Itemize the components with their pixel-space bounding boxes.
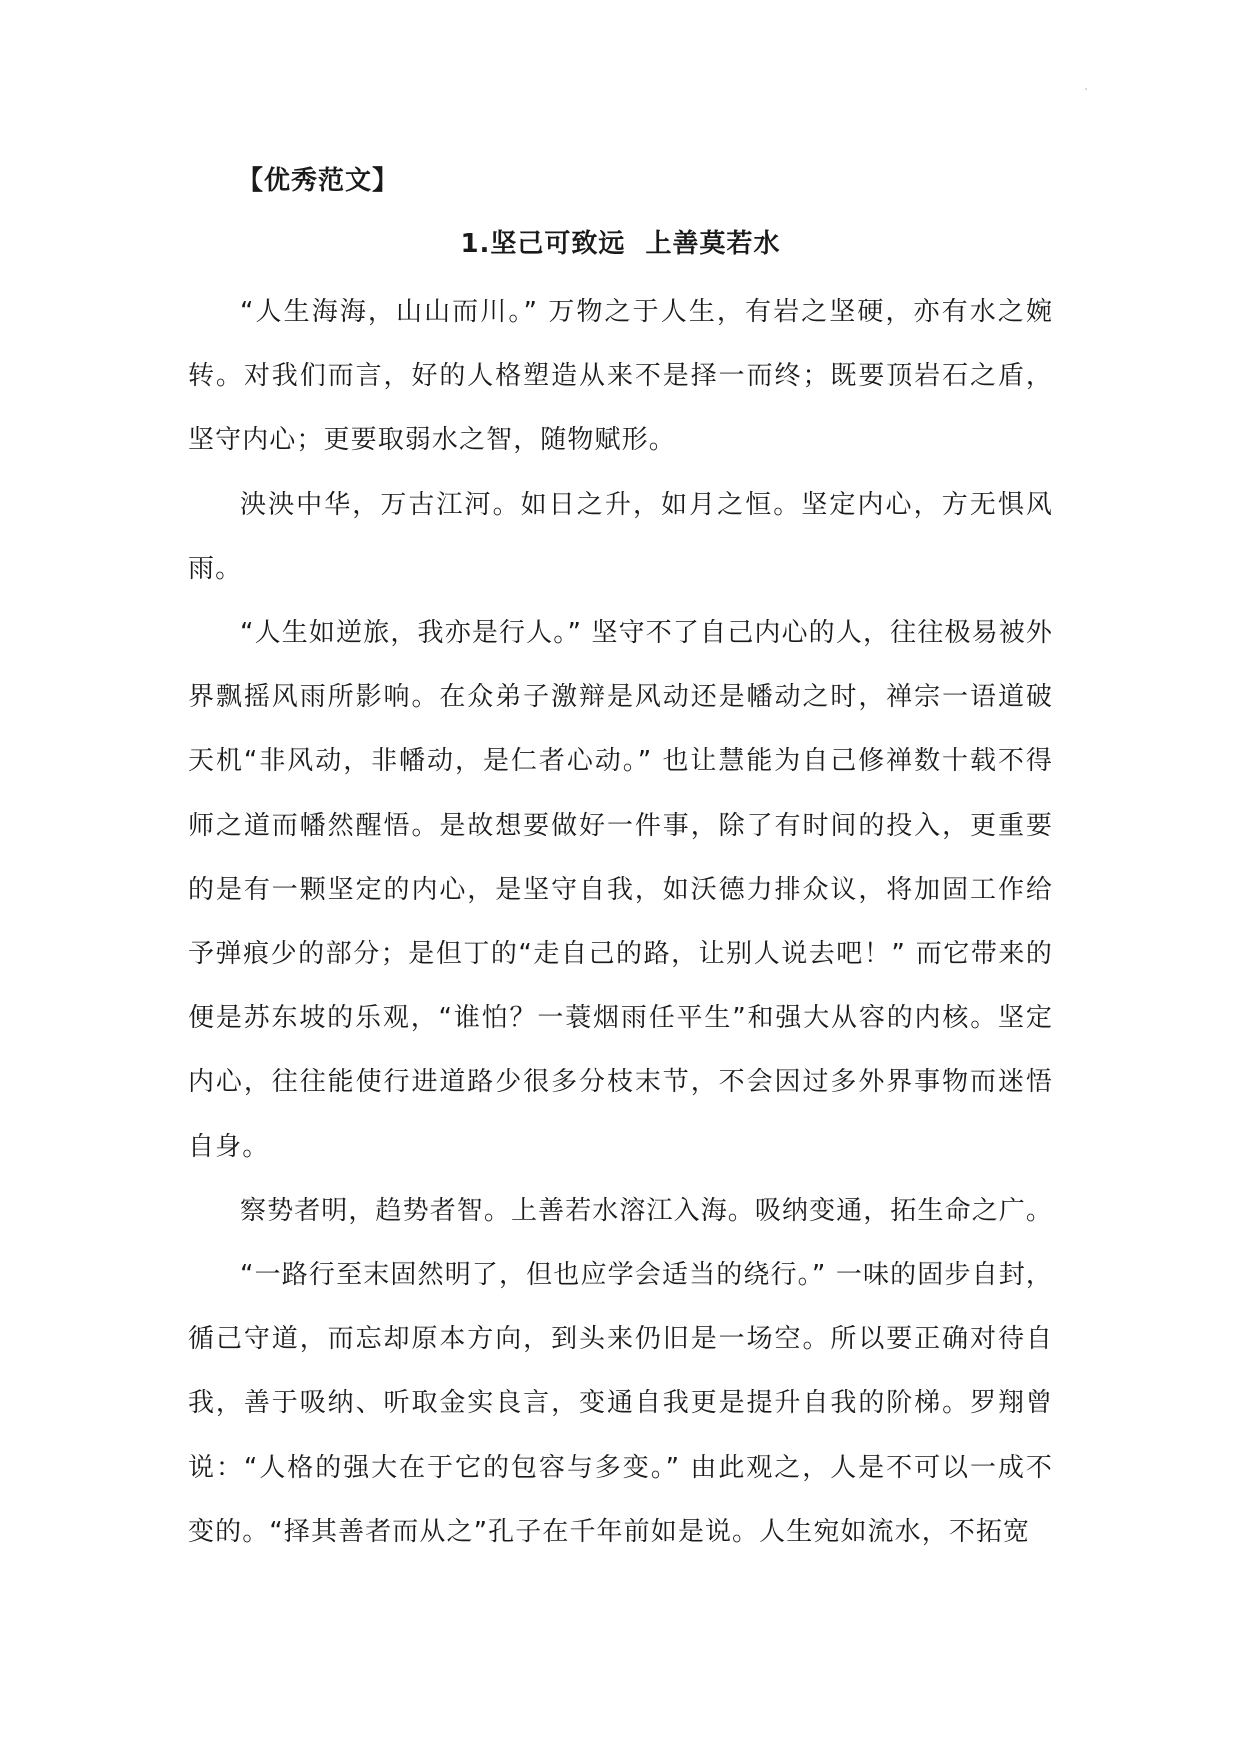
essay-paragraph: “一路行至末固然明了，但也应学会适当的绕行。” 一味的固步自封，循己守道，而忘却原本方向，到头来仍旧是一场空。所以要正确对待自我，善于吸纳、听取金实良言，变通自我更是提升自我的阶梯。罗翔曾说：“人格的强大在于它的包容与多变。” 由此观之，人是不可以一成不变的。“择其善者而从之”孔子在千年前如是说。人生宛如流水，不拓宽 (188, 1260, 1053, 1547)
essay-paragraph: 察势者明，趋势者智。上善若水溶江入海。吸纳变通，拓生命之广。 (240, 1195, 1054, 1226)
section-heading: 【优秀范文】 (237, 166, 400, 196)
essay-title: 1.坚己可致远 上善莫若水 (460, 229, 781, 259)
scan-speck (1085, 88, 1087, 90)
essay-body (188, 280, 1053, 1564)
essay-paragraph: “人生如逆旅，我亦是行人。” 坚守不了自己内心的人，往往极易被外界飘摇风雨所影响。在众弟子激辩是风动还是幡动之时，禅宗一语道破天机“非风动，非幡动，是仁者心动。” 也让慧能为自己修禅数十载不得师之道而幡然醒悟。是故想要做好一件事，除了有时间的投入，更重要的是有一颗坚定的内心，是坚守自我，如沃德力排众议，将加固工作给予弹痕少的部分；是但丁的“走自己的路，让别人说去吧！” 而它带来的便是苏东坡的乐观，“谁怕？一蓑烟雨任平生”和强大从容的内核。坚定内心，往往能使行进道路少很多分枝末节，不会因过多外界事物而迷悟自身。 (188, 618, 1053, 1162)
essay-paragraph: 泱泱中华，万古江河。如日之升，如月之恒。坚定内心，方无惧风雨。 (188, 489, 1053, 584)
essay-paragraph: “人生海海，山山而川。” 万物之于人生，有岩之坚硬，亦有水之婉转。对我们而言，好的人格塑造从来不是择一而终；既要顶岩石之盾，坚守内心；更要取弱水之智，随物赋形。 (188, 297, 1053, 456)
